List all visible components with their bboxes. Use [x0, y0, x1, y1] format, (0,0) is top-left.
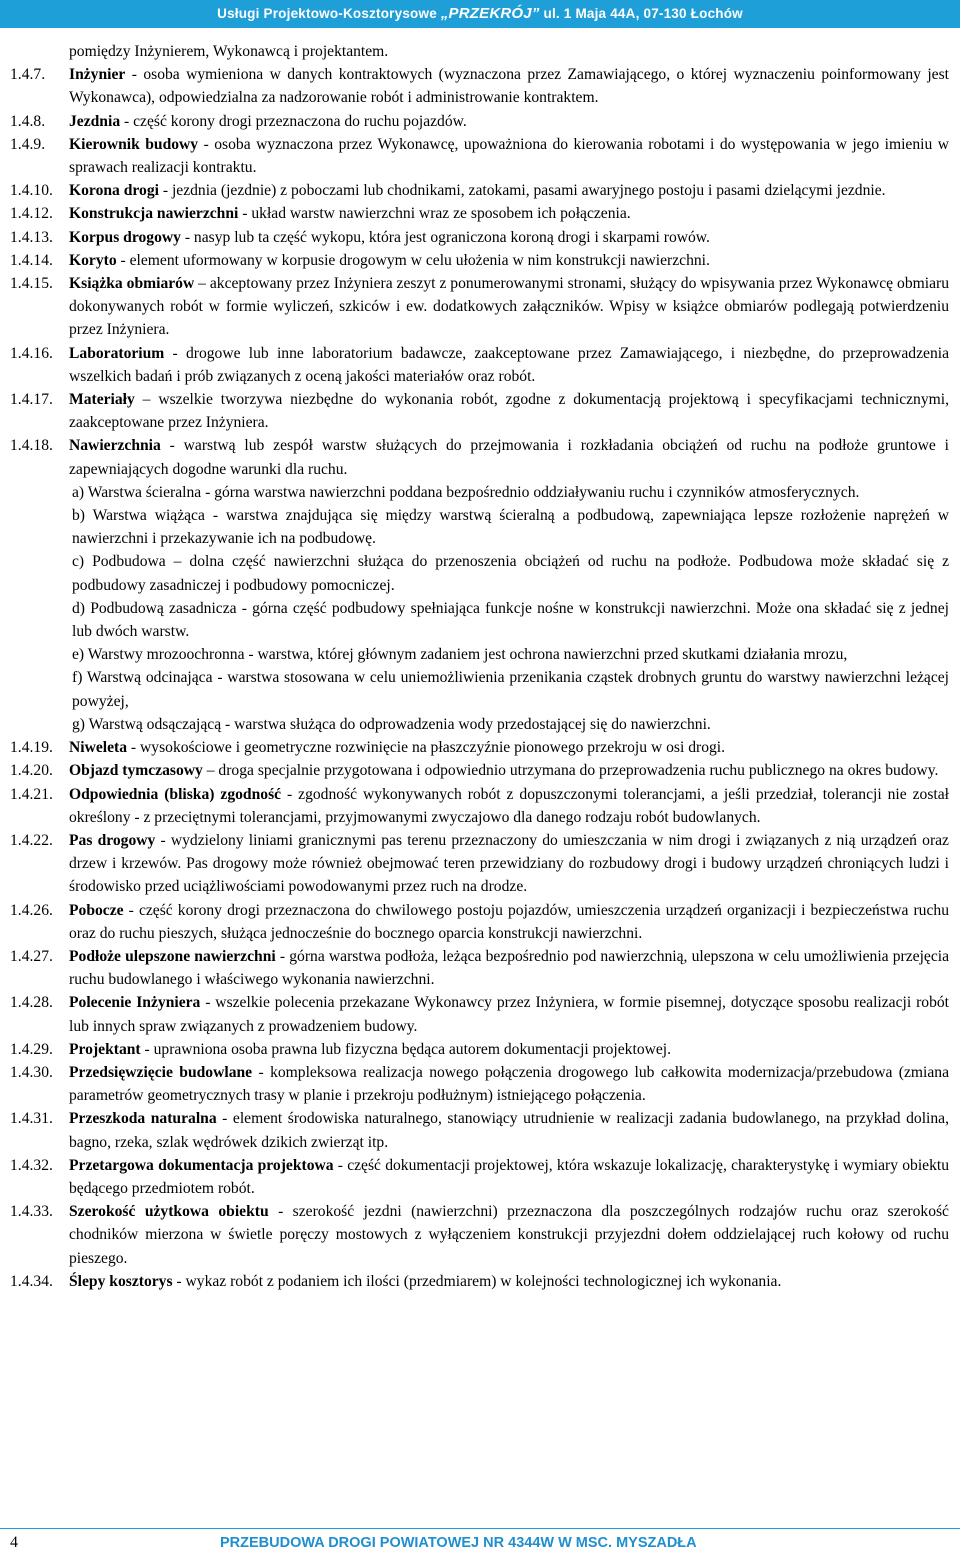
definition-entry [10, 1200, 949, 1270]
entry-text [69, 783, 949, 829]
entry-definition: – akceptowany przez Inżyniera zeszyt z ponumerowanymi stronami, służący do wpisywania przez Wykonawcę obmiaru dokonywanych robót w formie wyliczeń, szkiców i ew. dodatkowych załączników. Wpisy w książce obmiarów podlegają potwierdzeniu przez Inżyniera. [69, 275, 949, 339]
entry-definition: - wydzielony liniami granicznymi pas terenu przeznaczony do umieszczania w nim drogi i związanych z nią urządzeń oraz drzew i krzewów. Pas drogowy może również obejmować teren przewidziany do rozbudowy drogi i budowy urządzeń chroniących ludzi i środowisko przed uciążliwościami powodowanymi przez ruch na drodze. [69, 831, 949, 896]
definition-entry [10, 736, 949, 759]
entry-text [69, 63, 949, 109]
entry-number: 1.4.32. [10, 1156, 53, 1174]
layer-label: a) Warstwa ścieralna [72, 483, 202, 501]
pavement-layers-list [10, 481, 949, 736]
entry-term: Szerokość użytkowa obiektu [69, 1203, 269, 1221]
entry-number: 1.4.27. [10, 947, 53, 965]
entry-text [69, 202, 949, 225]
layer-label: b) Warstwa wiążąca [72, 507, 205, 525]
entry-text [69, 226, 949, 249]
entry-number: 1.4.33. [10, 1203, 53, 1221]
entry-definition: - część dokumentacji projektowej, która wskazuje lokalizację, charakterystykę i wymiary obiektu będącego przedmiotem robót. [69, 1156, 950, 1197]
entry-term: Materiały [69, 391, 135, 409]
entry-definition: - szerokość jezdni (nawierzchni) przeznaczona dla poszczególnych rodzajów ruchu oraz szerokość chodników mierzona w świetle poręczy mostowych z wyłączeniem konstrukcji przyjezdni dołem oddzielającej ruch kołowy od ruchu pieszego. [69, 1203, 949, 1267]
definition-entry [10, 991, 949, 1037]
entry-term: Przetargowa dokumentacja projektowa [69, 1156, 334, 1174]
header-company-name: „PRZEKRÓJ” [440, 5, 540, 22]
entry-text [69, 434, 949, 480]
entry-number: 1.4.26. [10, 901, 53, 919]
entry-definition: - osoba wyznaczona przez Wykonawcę, upoważniona do kierowania robotami i do występowania w jego imieniu w sprawach realizacji kontraktu. [69, 135, 949, 177]
definition-entry [10, 226, 949, 249]
entry-number: 1.4.16. [10, 344, 53, 362]
entry-term: Ślepy kosztorys [69, 1272, 173, 1290]
entry-definition: - osoba wymieniona w danych kontraktowych (wyznaczona przez Zamawiającego, o której wyznaczeniu poinformowany jest Wykonawca), odpowiedzialna za nadzorowanie robót i administrowanie kontraktem. [69, 66, 949, 107]
definitions-list-2 [10, 736, 949, 1293]
entry-text [69, 1200, 949, 1270]
definition-entry [10, 1270, 949, 1293]
layer-description: - warstwa służąca do odprowadzenia wody przedostającej się do nawierzchni. [221, 715, 711, 733]
layer-description: - górna warstwa nawierzchni poddana bezpośrednio oddziaływaniu ruchu i czynników atmosferycznych. [201, 483, 860, 501]
document-footer [10, 1534, 949, 1554]
definition-entry [10, 1107, 949, 1153]
pavement-layer-item [72, 550, 949, 596]
entry-term: Przedsięwzięcie budowlane [69, 1063, 253, 1081]
entry-term: Niweleta [69, 739, 128, 757]
entry-text [69, 1061, 949, 1107]
entry-number: 1.4.15. [10, 275, 53, 293]
entry-number: 1.4.34. [10, 1272, 53, 1290]
entry-term: Pas drogowy [69, 831, 156, 849]
header-text-pre: Usługi Projektowo-Kosztorysowe [217, 6, 441, 21]
footer-divider [0, 1528, 960, 1529]
entry-definition: - nasyp lub ta część wykopu, która jest ograniczona koroną drogi i skarpami rowów. [180, 228, 710, 246]
entry-text [69, 249, 949, 272]
definition-entry [10, 783, 949, 829]
entry-number: 1.4.18. [10, 437, 53, 455]
definition-entry [10, 945, 949, 991]
entry-text [69, 945, 949, 991]
layer-label: e) Warstwy mrozoochronna [72, 646, 245, 664]
definition-entry [10, 272, 949, 342]
entry-definition: – droga specjalnie przygotowana i odpowiednio utrzymana do przeprowadzenia ruchu publicznego na okres budowy. [202, 762, 939, 780]
entry-definition: - wszelkie polecenia przekazane Wykonawcy przez Inżyniera, w formie pisemnej, dotyczące sposobu realizacji robót lub innych spraw związanych z prowadzeniem budowy. [69, 994, 949, 1035]
definitions-list-1 [10, 63, 949, 481]
pavement-layer-item [72, 504, 949, 550]
entry-number: 1.4.30. [10, 1063, 53, 1081]
entry-text [69, 388, 949, 434]
entry-term: Pobocze [69, 901, 124, 919]
definition-entry [10, 1154, 949, 1200]
entry-term: Konstrukcja nawierzchni [69, 205, 239, 223]
entry-number: 1.4.28. [10, 994, 53, 1012]
document-body [10, 40, 949, 1293]
entry-text [69, 899, 949, 945]
entry-text [69, 736, 949, 759]
entry-term: Książka obmiarów [69, 275, 195, 293]
entry-number: 1.4.22. [10, 831, 53, 849]
entry-term: Laboratorium [69, 344, 165, 362]
page-number: 4 [10, 1534, 18, 1551]
layer-label: g) Warstwą odsączającą [72, 715, 222, 733]
entry-text [69, 110, 949, 133]
entry-term: Korpus drogowy [69, 228, 181, 246]
entry-definition: – wszelkie tworzywa niezbędne do wykonania robót, zgodne z dokumentacją projektową i specyfikacjami technicznymi, zaakceptowane przez Inżyniera. [69, 391, 949, 432]
definition-entry [10, 759, 949, 782]
entry-number: 1.4.12. [10, 205, 53, 223]
entry-text [69, 1038, 949, 1061]
entry-number: 1.4.14. [10, 251, 53, 269]
entry-term: Projektant [69, 1040, 141, 1058]
layer-description: - warstwa, której głównym zadaniem jest ochrona nawierzchni przed skutkami działania mrozu, [244, 646, 848, 664]
entry-definition: - uprawniona osoba prawna lub fizyczna będąca autorem dokumentacji projektowej. [140, 1040, 672, 1058]
entry-term: Koryto [69, 251, 117, 269]
entry-number: 1.4.31. [10, 1110, 53, 1128]
entry-number: 1.4.19. [10, 739, 53, 757]
definition-entry [10, 388, 949, 434]
layer-description: – dolna część nawierzchni służąca do przenoszenia obciążeń od ruchu na podłoże. Podbudowa może składać się z podbudowy zasadniczej i podbudowy pomocniczej. [72, 553, 949, 594]
entry-text [69, 179, 949, 202]
entry-text [69, 759, 949, 782]
entry-term: Korona drogi [69, 182, 159, 200]
entry-text [69, 342, 949, 388]
entry-definition: - wysokościowe i geometryczne rozwinięcie na płaszczyźnie pionowego przekroju w osi drogi. [127, 739, 726, 757]
entry-definition: - warstwą lub zespół warstw służących do przejmowania i rozkładania obciążeń od ruchu na podłoże gruntowe i zapewniających dogodne warunki dla ruchu. [69, 437, 949, 478]
definition-entry [10, 342, 949, 388]
entry-definition: - element środowiska naturalnego, stanowiący utrudnienie w realizacji zadania budowlanego, na przykład dolina, bagno, rzeka, szlak wędrówek dzikich zwierząt itp. [69, 1110, 949, 1151]
layer-description: - warstwa stosowana w celu uniemożliwienia przenikania cząstek drobnych gruntu do warstwy nawierzchni leżącej powyżej, [72, 669, 950, 710]
definition-entry [10, 249, 949, 272]
entry-definition: - zgodność wykonywanych robót z dopuszczonymi tolerancjami, a jeśli przedział, tolerancji nie został określony - z przeciętnymi tolerancjami, przyjmowanymi zwyczajowo dla danego rodzaju robót budowlanych. [69, 785, 950, 826]
layer-label: f) Warstwą odcinająca [72, 669, 213, 687]
pavement-layer-item [72, 713, 949, 736]
entry-term: Jezdnia [69, 112, 121, 130]
entry-term: Kierownik budowy [69, 135, 199, 153]
entry-number: 1.4.29. [10, 1040, 53, 1058]
entry-definition: - jezdnia (jezdnie) z poboczami lub chodnikami, zatokami, pasami awaryjnego postoju i pasami dzielącymi jezdnie. [158, 182, 886, 200]
entry-term: Podłoże ulepszone nawierzchni [69, 947, 276, 965]
definition-entry [10, 202, 949, 225]
entry-number: 1.4.9. [10, 135, 46, 153]
layer-description: - górna część podbudowy spełniająca funkcje nośne w konstrukcji nawierzchni. Może ona składać się z jednej lub dwóch warstw. [72, 599, 949, 641]
layer-label: d) Podbudową zasadnicza [72, 599, 237, 617]
pavement-layer-item [72, 643, 949, 666]
definition-entry [10, 899, 949, 945]
entry-number: 1.4.8. [10, 112, 46, 130]
entry-term: Polecenie Inżyniera [69, 994, 201, 1012]
entry-number: 1.4.13. [10, 228, 53, 246]
definition-entry [10, 179, 949, 202]
layer-label: c) Podbudowa [72, 553, 166, 571]
definition-entry [10, 110, 949, 133]
entry-text [69, 829, 949, 899]
definition-entry [10, 434, 949, 480]
entry-number: 1.4.7. [10, 66, 46, 84]
document-header [0, 0, 960, 28]
entry-number: 1.4.10. [10, 182, 53, 200]
definition-entry [10, 1038, 949, 1061]
intro-line: pomiędzy Inżynierem, Wykonawcą i projektantem. [69, 43, 389, 60]
entry-term: Nawierzchnia [69, 437, 161, 455]
definition-entry [10, 133, 949, 179]
entry-text [69, 991, 949, 1037]
entry-term: Objazd tymczasowy [69, 762, 203, 780]
entry-definition: - część korony drogi przeznaczona do ruchu pojazdów. [120, 112, 467, 130]
footer-title: PRZEBUDOWA DROGI POWIATOWEJ NR 4344W W MSC. MYSZADŁA [220, 1535, 697, 1551]
pavement-layer-item [72, 666, 949, 712]
entry-definition: - górna warstwa podłoża, leżąca bezpośrednio pod nawierzchnią, ulepszona w celu umożliwienia przejęcia ruchu budowlanego i właściwego wykonania nawierzchni. [69, 947, 949, 989]
layer-description: - warstwa znajdująca się między warstwą ścieralną a podbudową, zapewniająca lepsze rozłożenie naprężeń w nawierzchni i przekazywanie ich na podbudowę. [72, 507, 950, 548]
entry-text [69, 1154, 949, 1200]
pavement-layer-item [72, 597, 949, 643]
definition-entry [10, 63, 949, 109]
entry-term: Inżynier [69, 66, 126, 84]
entry-definition: - kompleksowa realizacja nowego połączenia drogowego lub całkowita modernizacja/przebudowa (zmiana parametrów geometrycznych trasy w planie i przekroju podłużnym) istniejącego połączenia. [69, 1063, 950, 1105]
entry-term: Odpowiednia (bliska) zgodność [69, 785, 282, 803]
entry-text [69, 1107, 949, 1153]
definition-entry [10, 1061, 949, 1107]
entry-definition: - element uformowany w korpusie drogowym w celu ułożenia w nim konstrukcji nawierzchni. [116, 251, 710, 269]
entry-number: 1.4.17. [10, 391, 53, 409]
entry-text [69, 133, 949, 179]
entry-definition: - układ warstw nawierzchni wraz ze sposobem ich połączenia. [238, 205, 631, 223]
header-text-post: ul. 1 Maja 44A, 07-130 Łochów [539, 6, 743, 21]
entry-definition: - drogowe lub inne laboratorium badawcze, zaakceptowane przez Zamawiającego, i niezbędne, do przeprowadzenia wszelkich badań i prób związanych z oceną jakości materiałów oraz robót. [69, 344, 949, 385]
entry-definition: - wykaz robót z podaniem ich ilości (przedmiarem) w kolejności technologicznej ich wykonania. [172, 1272, 782, 1290]
entry-number: 1.4.21. [10, 785, 53, 803]
definition-entry [10, 829, 949, 899]
entry-number: 1.4.20. [10, 762, 53, 780]
entry-text [69, 272, 949, 342]
entry-term: Przeszkoda naturalna [69, 1110, 217, 1128]
entry-text [69, 1270, 949, 1293]
entry-definition: - część korony drogi przeznaczona do chwilowego postoju pojazdów, umieszczenia urządzeń organizacji i bezpieczeństwa ruchu oraz do ruchu pieszych, służąca jednocześnie do bocznego oparcia konstrukcji nawierzchni. [69, 901, 949, 942]
pavement-layer-item [72, 481, 949, 504]
